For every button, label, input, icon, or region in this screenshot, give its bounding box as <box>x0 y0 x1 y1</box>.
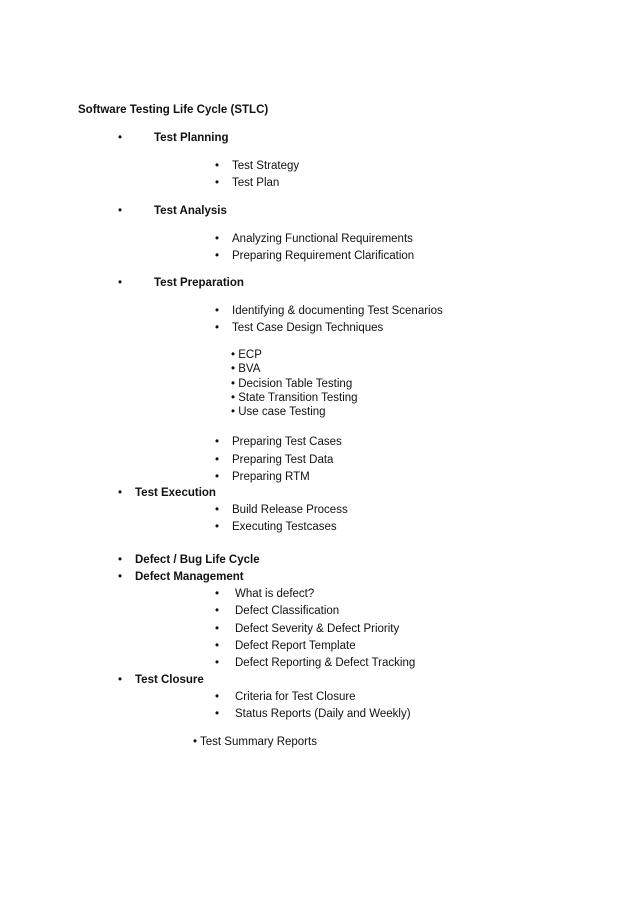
list-item: Preparing Test Data <box>232 454 334 466</box>
bullet: • <box>215 233 220 245</box>
bullet: • <box>215 250 220 262</box>
technique-item: • Use case Testing <box>231 406 326 418</box>
bullet: • <box>215 322 220 334</box>
bullet: • <box>215 160 220 172</box>
bullet: • <box>215 436 220 448</box>
section-defect-life-cycle: Defect / Bug Life Cycle <box>135 554 260 566</box>
list-item: Preparing Test Cases <box>232 436 342 448</box>
technique-item: • Decision Table Testing <box>231 378 353 390</box>
list-item: Build Release Process <box>232 504 348 516</box>
technique-item: • BVA <box>231 363 261 375</box>
list-item: Defect Classification <box>235 605 340 617</box>
bullet: • <box>215 305 220 317</box>
bullet: • <box>118 674 123 686</box>
bullet: • <box>118 571 123 583</box>
technique-item: • ECP <box>231 349 262 361</box>
list-item: Defect Report Template <box>235 640 356 652</box>
section-test-analysis: Test Analysis <box>154 205 227 217</box>
bullet: • <box>118 487 123 499</box>
list-item: Defect Severity & Defect Priority <box>235 623 400 635</box>
bullet: • <box>215 177 220 189</box>
bullet: • <box>215 623 220 635</box>
bullet: • <box>215 691 220 703</box>
list-item: Executing Testcases <box>232 521 337 533</box>
list-item: Test Strategy <box>232 160 300 172</box>
bullet: • <box>118 554 123 566</box>
list-item: Analyzing Functional Requirements <box>232 233 413 245</box>
bullet: • <box>215 640 220 652</box>
bullet: • <box>118 132 123 144</box>
bullet: • <box>118 277 123 289</box>
list-item: Test Case Design Techniques <box>232 322 384 334</box>
list-item: Preparing RTM <box>232 471 310 483</box>
bullet: • <box>215 657 220 669</box>
list-item: Criteria for Test Closure <box>235 691 356 703</box>
section-test-execution: Test Execution <box>135 487 216 499</box>
section-test-planning: Test Planning <box>154 132 229 144</box>
section-test-closure: Test Closure <box>135 674 204 686</box>
bullet: • <box>118 205 123 217</box>
section-test-preparation: Test Preparation <box>154 277 244 289</box>
list-item: What is defect? <box>235 588 315 600</box>
closure-sub-item: • Test Summary Reports <box>193 736 317 748</box>
list-item: Defect Reporting & Defect Tracking <box>235 657 416 669</box>
list-item: Identifying & documenting Test Scenarios <box>232 305 443 317</box>
list-item: Status Reports (Daily and Weekly) <box>235 708 411 720</box>
technique-item: • State Transition Testing <box>231 392 358 404</box>
bullet: • <box>215 504 220 516</box>
bullet: • <box>215 605 220 617</box>
bullet: • <box>215 521 220 533</box>
bullet: • <box>215 588 220 600</box>
document-title: Software Testing Life Cycle (STLC) <box>78 104 269 116</box>
bullet: • <box>215 708 220 720</box>
bullet: • <box>215 454 220 466</box>
bullet: • <box>215 471 220 483</box>
list-item: Preparing Requirement Clarification <box>232 250 415 262</box>
list-item: Test Plan <box>232 177 280 189</box>
section-defect-management: Defect Management <box>135 571 244 583</box>
